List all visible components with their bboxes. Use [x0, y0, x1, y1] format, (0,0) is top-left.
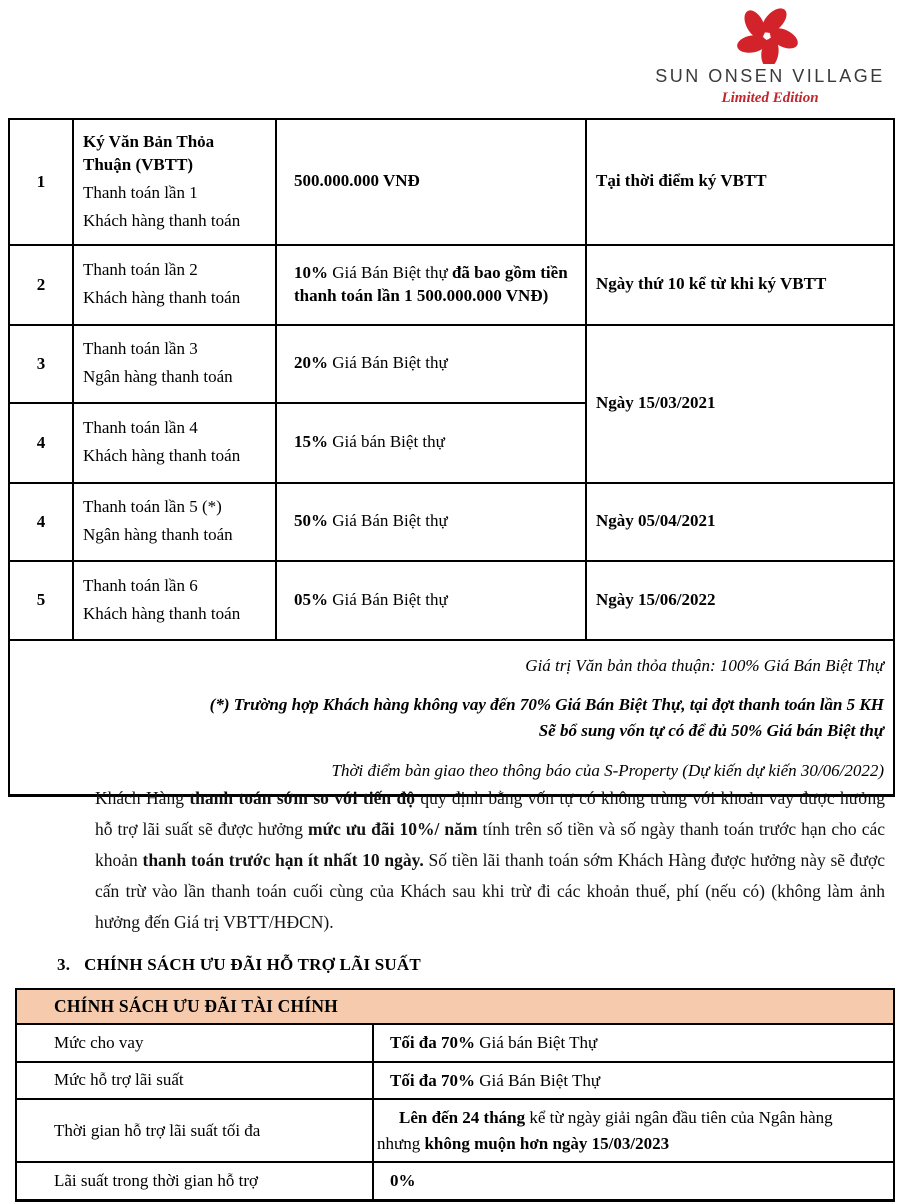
payment-description: Thanh toán lần 2 Khách hàng thanh toán — [73, 245, 276, 325]
payment-description: Thanh toán lần 6 Khách hàng thanh toán — [73, 561, 276, 640]
payment-amount: 10% Giá Bán Biệt thự đã bao gồm tiền thanh toán lần 1 500.000.000 VNĐ) — [276, 245, 586, 325]
finance-value: Lên đến 24 tháng kể từ ngày giải ngân đầu tiên của Ngân hàng nhưng không muộn hơn ngày 15/03/2023 — [373, 1099, 894, 1162]
payment-amount: 500.000.000 VNĐ — [276, 119, 586, 245]
row-number: 5 — [9, 561, 73, 640]
payment-notes-cell — [9, 640, 894, 796]
payment-date: Ngày 15/06/2022 — [586, 561, 894, 640]
payment-amount: 20% Giá Bán Biệt thự — [276, 325, 586, 403]
row-number: 2 — [9, 245, 73, 325]
payment-date: Ngày 05/04/2021 — [586, 483, 894, 561]
payment-description: Thanh toán lần 3 Ngân hàng thanh toán — [73, 325, 276, 403]
finance-row-loan — [16, 1024, 894, 1062]
payment-amount: 05% Giá Bán Biệt thự — [276, 561, 586, 640]
brand-name: SUN ONSEN VILLAGE — [655, 66, 885, 86]
payment-description: Thanh toán lần 4 Khách hàng thanh toán — [73, 403, 276, 483]
section-3-heading — [57, 955, 421, 975]
finance-table-header-row — [16, 989, 894, 1024]
payment-row-1 — [9, 119, 894, 245]
section-number: 3. — [57, 955, 71, 974]
payment-date: Ngày thứ 10 kể từ khi ký VBTT — [586, 245, 894, 325]
section-title: CHÍNH SÁCH ƯU ĐÃI HỖ TRỢ LÃI SUẤT — [84, 955, 421, 974]
payment-row-2 — [9, 245, 894, 325]
payment-schedule-table — [8, 118, 895, 797]
finance-value: Tối đa 70% Giá Bán Biệt Thự — [373, 1062, 894, 1100]
payment-description: Ký Văn Bản Thỏa Thuận (VBTT) Thanh toán lần 1 Khách hàng thanh toán — [73, 119, 276, 245]
row-number: 4 — [9, 403, 73, 483]
payment-notes-row — [9, 640, 894, 796]
note-asterisk: (*) Trường hợp Khách hàng không vay đến 70% Giá Bán Biệt Thự, tại đợt thanh toán lần 5 KH Sẽ bổ sung vốn tự có để đủ 50% Giá bán Biệt thự — [209, 695, 884, 741]
note-handover: Thời điểm bàn giao theo thông báo của S-Property (Dự kiến dự kiến 30/06/2022) — [331, 760, 884, 780]
row-number: 4 — [9, 483, 73, 561]
brand-edition: Limited Edition — [721, 90, 819, 106]
finance-value: 0% — [373, 1162, 894, 1200]
row-number: 3 — [9, 325, 73, 403]
payment-row-5 — [9, 483, 894, 561]
brand-logo — [650, 6, 890, 107]
plumeria-flower-icon — [727, 6, 813, 64]
payment-amount: 15% Giá bán Biệt thự — [276, 403, 586, 483]
payment-row-3 — [9, 325, 894, 403]
payment-description: Thanh toán lần 5 (*) Ngân hàng thanh toán — [73, 483, 276, 561]
payment-date: Tại thời điểm ký VBTT — [586, 119, 894, 245]
finance-policy-table — [15, 988, 895, 1202]
payment-date-merged: Ngày 15/03/2021 — [586, 325, 894, 483]
finance-label: Thời gian hỗ trợ lãi suất tối đa — [16, 1099, 373, 1162]
finance-table-header: CHÍNH SÁCH ƯU ĐÃI TÀI CHÍNH — [16, 989, 894, 1024]
early-payment-paragraph: Khách Hàng thanh toán sớm so với tiến độ quy định bằng vốn tự có không trùng với khoản vay được hưởng hỗ trợ lãi suất sẽ được hưởng mức ưu đãi 10%/ năm tính trên số tiền và số ngày thanh toán trước hạn cho các khoản thanh toán trước hạn ít nhất 10 ngày. Số tiền lãi thanh toán sớm Khách Hàng được hưởng này sẽ được cấn trừ vào lần thanh toán cuối cùng của Khách sau khi trừ đi các khoản thuế, phí (nếu có) (không làm ảnh hưởng đến Giá trị VBTT/HĐCN). — [95, 788, 886, 932]
finance-label: Mức cho vay — [16, 1024, 373, 1062]
finance-value: Tối đa 70% Giá bán Biệt Thự — [373, 1024, 894, 1062]
row-number: 1 — [9, 119, 73, 245]
finance-label: Mức hỗ trợ lãi suất — [16, 1062, 373, 1100]
payment-amount: 50% Giá Bán Biệt thự — [276, 483, 586, 561]
finance-row-rate — [16, 1162, 894, 1200]
finance-row-support — [16, 1062, 894, 1100]
payment-row-6 — [9, 561, 894, 640]
note-total-value: Giá trị Văn bản thỏa thuận: 100% Giá Bán Biệt Thự — [525, 655, 884, 675]
finance-label: Lãi suất trong thời gian hỗ trợ — [16, 1162, 373, 1200]
finance-row-duration — [16, 1099, 894, 1162]
